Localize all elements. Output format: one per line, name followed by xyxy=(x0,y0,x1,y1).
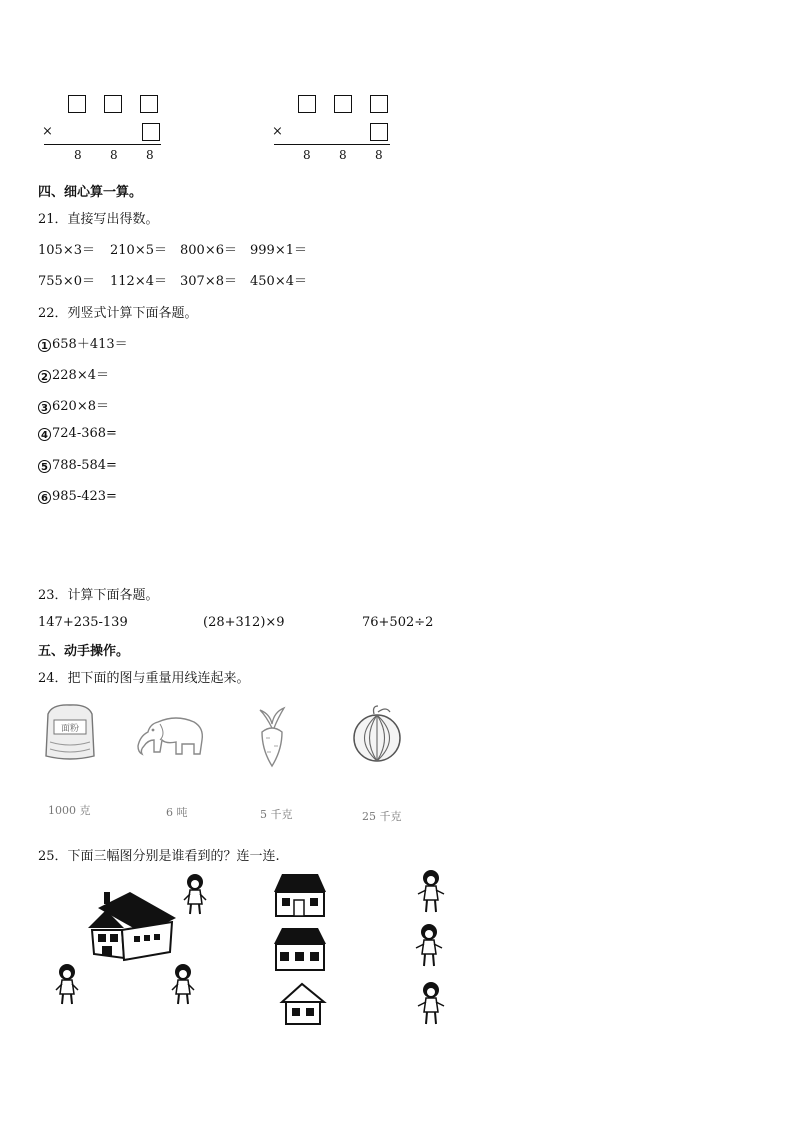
calc-expression: 658＋413＝ xyxy=(52,337,128,352)
blank-box[interactable] xyxy=(370,95,388,113)
calc-expression: 788-584= xyxy=(52,458,117,473)
house-scene-image xyxy=(84,888,180,972)
oral-calc-item: 755×0＝ xyxy=(38,274,95,289)
vertical-calc-item xyxy=(38,489,117,504)
sum-line xyxy=(44,144,161,145)
circled-number: 5 xyxy=(38,460,51,473)
oral-calc-item: 450×4＝ xyxy=(250,274,307,289)
weight-label: 25 千克 xyxy=(362,810,402,823)
house-view-image xyxy=(270,924,330,974)
calc-expression: 724-368= xyxy=(52,426,117,441)
calc-expression: 147+235-139 xyxy=(38,615,128,630)
weight-label: 6 吨 xyxy=(166,806,188,819)
question-22-title: 22．列竖式计算下面各题。 xyxy=(38,306,198,321)
times-sign: × xyxy=(42,124,53,139)
radish-image xyxy=(252,706,292,770)
result-digit: 8 xyxy=(146,148,154,162)
circled-number: 6 xyxy=(38,491,51,504)
times-sign: × xyxy=(272,124,283,139)
vertical-calc-item xyxy=(38,333,128,352)
weight-label: 1000 克 xyxy=(48,804,91,817)
blank-box[interactable] xyxy=(298,95,316,113)
question-25-title: 25．下面三幅图分别是谁看到的？连一连. xyxy=(38,849,280,864)
calc-expression: 620×8＝ xyxy=(52,399,109,414)
watermelon-image xyxy=(350,704,404,764)
vertical-calc-item xyxy=(38,364,109,383)
house-view-image xyxy=(270,870,330,920)
section-5-title: 五、动手操作。 xyxy=(38,644,130,659)
blank-box[interactable] xyxy=(334,95,352,113)
vertical-calc-item xyxy=(38,395,109,414)
question-21-title: 21．直接写出得数。 xyxy=(38,212,159,227)
vertical-calc-item xyxy=(38,426,117,441)
circled-number: 3 xyxy=(38,401,51,414)
circled-number: 4 xyxy=(38,428,51,441)
flour-bag-image xyxy=(42,702,98,764)
calc-expression: (28+312)×9 xyxy=(203,615,285,630)
blank-box[interactable] xyxy=(142,123,160,141)
circled-number: 2 xyxy=(38,370,51,383)
question-23-title: 23．计算下面各题。 xyxy=(38,588,159,603)
sum-line xyxy=(274,144,390,145)
child-figure-icon xyxy=(180,872,210,918)
elephant-image xyxy=(136,710,208,760)
calc-expression: 985-423= xyxy=(52,489,117,504)
weight-label: 5 千克 xyxy=(260,808,293,821)
child-figure-icon xyxy=(168,962,198,1008)
question-24-title: 24．把下面的图与重量用线连起来。 xyxy=(38,671,250,686)
result-digit: 8 xyxy=(339,148,347,162)
blank-box[interactable] xyxy=(370,123,388,141)
blank-box[interactable] xyxy=(140,95,158,113)
result-digit: 8 xyxy=(74,148,82,162)
flour-label: 面粉 xyxy=(60,724,80,734)
calc-expression: 76+502÷2 xyxy=(362,615,434,630)
result-digit: 8 xyxy=(303,148,311,162)
child-figure-icon xyxy=(412,922,446,970)
child-figure-icon xyxy=(414,980,448,1028)
oral-calc-item: 210×5＝ xyxy=(110,243,167,258)
result-digit: 8 xyxy=(375,148,383,162)
calc-expression: 228×4＝ xyxy=(52,368,109,383)
oral-calc-item: 307×8＝ xyxy=(180,274,237,289)
blank-box[interactable] xyxy=(104,95,122,113)
child-figure-icon xyxy=(414,868,448,916)
blank-box[interactable] xyxy=(68,95,86,113)
oral-calc-item: 999×1＝ xyxy=(250,243,307,258)
house-view-image xyxy=(278,980,328,1028)
child-figure-icon xyxy=(52,962,82,1008)
oral-calc-item: 105×3＝ xyxy=(38,243,95,258)
oral-calc-item: 112×4＝ xyxy=(110,274,167,289)
result-digit: 8 xyxy=(110,148,118,162)
circled-number: 1 xyxy=(38,339,51,352)
oral-calc-item: 800×6＝ xyxy=(180,243,237,258)
section-4-title: 四、细心算一算。 xyxy=(38,185,143,200)
vertical-calc-item xyxy=(38,458,117,473)
